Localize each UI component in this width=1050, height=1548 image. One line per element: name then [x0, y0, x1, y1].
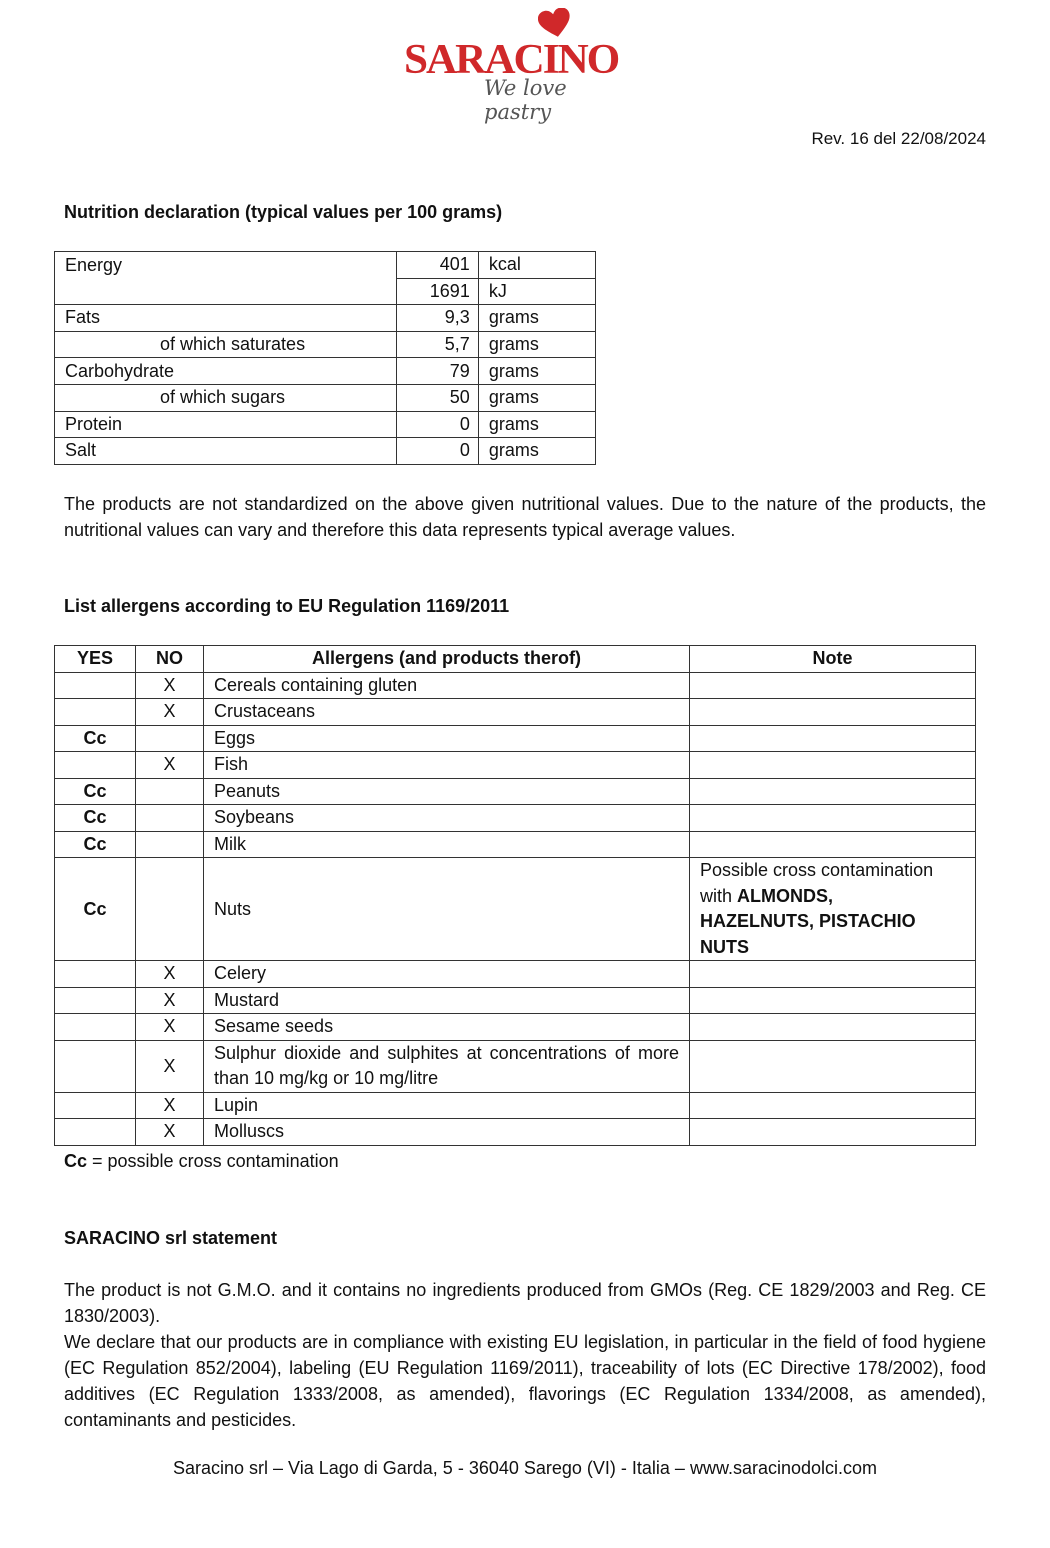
allergen-yes-cell [55, 699, 136, 726]
allergen-row [55, 725, 976, 752]
allergen-note [690, 752, 976, 779]
allergens-title-prefix: List allergens according to [64, 596, 299, 616]
note-text: Possible cross contamination with [700, 860, 934, 906]
allergen-yes-cell [55, 961, 136, 988]
saracino-logo [400, 6, 640, 124]
nutrition-row [55, 358, 596, 385]
logo-tagline: We love pastry [484, 76, 567, 124]
allergens-table [54, 645, 976, 1146]
allergen-no-cell [136, 725, 204, 752]
allergen-yes-cell: Cc [55, 725, 136, 752]
allergen-row [55, 805, 976, 832]
allergens-header-row [55, 646, 976, 673]
allergen-no-cell: X [136, 961, 204, 988]
nutrient-value: 0 [397, 411, 478, 438]
cc-legend [64, 1151, 339, 1172]
allergen-no-cell: X [136, 1014, 204, 1041]
cc-legend-abbr: Cc [64, 1151, 88, 1171]
allergen-name: Sesame seeds [204, 1014, 690, 1041]
allergen-note [690, 858, 976, 961]
allergen-no-cell: X [136, 1040, 204, 1092]
allergen-name: Nuts [204, 858, 690, 961]
nutrient-unit: grams [478, 384, 595, 411]
allergen-yes-cell [55, 1119, 136, 1146]
nutrition-row [55, 305, 596, 332]
allergen-name: Soybeans [204, 805, 690, 832]
allergen-no-cell: X [136, 987, 204, 1014]
note-nuts-list: ALMONDS, HAZELNUTS, PISTACHIO NUTS [700, 885, 916, 957]
allergen-name: Milk [204, 831, 690, 858]
allergen-name: Molluscs [204, 1119, 690, 1146]
allergen-no-cell: X [136, 752, 204, 779]
nutrient-label: Energy [55, 252, 397, 279]
allergen-name: Mustard [204, 987, 690, 1014]
allergen-name: Celery [204, 961, 690, 988]
allergens-title-regulation: EU Regulation 1169/2011 [298, 596, 510, 616]
allergen-note [690, 831, 976, 858]
nutrient-value: 1691 [397, 278, 478, 305]
revision-label: Rev. 16 del 22/08/2024 [811, 129, 986, 148]
allergen-yes-cell: Cc [55, 831, 136, 858]
allergen-note [690, 672, 976, 699]
allergen-row [55, 752, 976, 779]
allergen-yes-cell [55, 987, 136, 1014]
allergen-no-cell: X [136, 1092, 204, 1119]
allergen-note [690, 1014, 976, 1041]
allergen-no-cell [136, 778, 204, 805]
nutrition-row [55, 278, 596, 305]
allergens-title [64, 596, 509, 617]
nutrient-label: Fats [55, 305, 397, 332]
nutrient-label: of which saturates [55, 331, 397, 358]
allergen-note [690, 805, 976, 832]
allergen-note [690, 778, 976, 805]
nutrient-value: 5,7 [397, 331, 478, 358]
allergen-name: Peanuts [204, 778, 690, 805]
nutrition-disclaimer: The products are not standardized on the above given nutritional values. Due to the nature of the products, the nutritional values can vary and therefore this data represents typical average values. [64, 494, 986, 540]
allergen-yes-cell [55, 1014, 136, 1041]
allergen-yes-cell [55, 752, 136, 779]
allergen-note [690, 961, 976, 988]
nutrient-value: 79 [397, 358, 478, 385]
nutrition-row [55, 438, 596, 465]
allergen-row [55, 1040, 976, 1092]
nutrient-unit: kJ [478, 278, 595, 305]
nutrient-value: 50 [397, 384, 478, 411]
logo-wordmark: SARACINO [404, 37, 619, 83]
allergen-name: Eggs [204, 725, 690, 752]
allergen-yes-cell [55, 1040, 136, 1092]
allergen-yes-cell: Cc [55, 778, 136, 805]
header-allergen: Allergens (and products therof) [204, 646, 690, 673]
footer-address: Saracino srl – Via Lago di Garda, 5 - 36040 Sarego (VI) - Italia – www.saracinodolci.com [172, 1458, 878, 1478]
nutrient-label [55, 278, 397, 305]
allergen-row [55, 699, 976, 726]
nutrient-value: 0 [397, 438, 478, 465]
allergen-yes-cell [55, 1092, 136, 1119]
allergen-no-cell: X [136, 699, 204, 726]
allergen-no-cell [136, 831, 204, 858]
allergen-no-cell [136, 805, 204, 832]
nutrient-unit: grams [478, 411, 595, 438]
allergen-yes-cell [55, 672, 136, 699]
allergen-no-cell [136, 858, 204, 961]
header-note: Note [690, 646, 976, 673]
nutrient-label: Carbohydrate [55, 358, 397, 385]
allergen-row [55, 778, 976, 805]
allergen-name: Cereals containing gluten [204, 672, 690, 699]
nutrition-row [55, 252, 596, 279]
nutrition-table [54, 251, 596, 465]
nutrient-label: Salt [55, 438, 397, 465]
allergen-name: Fish [204, 752, 690, 779]
allergen-name: Crustaceans [204, 699, 690, 726]
nutrient-value: 9,3 [397, 305, 478, 332]
nutrient-unit: grams [478, 305, 595, 332]
header-no: NO [136, 646, 204, 673]
nutrient-unit: grams [478, 358, 595, 385]
nutrient-label: Protein [55, 411, 397, 438]
allergen-note [690, 725, 976, 752]
nutrient-unit: grams [478, 438, 595, 465]
statement-title: SARACINO srl statement [64, 1228, 278, 1248]
allergen-note [690, 699, 976, 726]
allergen-name: Sulphur dioxide and sulphites at concentrations of more than 10 mg/kg or 10 mg/litre [204, 1040, 690, 1092]
nutrient-value: 401 [397, 252, 478, 279]
header-yes: YES [55, 646, 136, 673]
cc-legend-text: = possible cross contamination [87, 1151, 339, 1171]
allergen-yes-cell: Cc [55, 805, 136, 832]
allergen-no-cell: X [136, 1119, 204, 1146]
statement-compliance: We declare that our products are in compliance with existing EU legislation, in particular in the field of food hygiene (EC Regulation 852/2004), labeling (EU Regulation 1169/2011), traceability of lots (EC Directive 178/2002), food additives (EC Regulation 1333/2008, as amended), flavorings (EC Regulation 1334/2008, as amended), contaminants and pesticides. [64, 1332, 986, 1430]
allergen-row [55, 831, 976, 858]
nutrition-row [55, 411, 596, 438]
heart-icon [538, 8, 572, 38]
nutrient-label: of which sugars [55, 384, 397, 411]
allergen-name: Lupin [204, 1092, 690, 1119]
allergen-yes-cell: Cc [55, 858, 136, 961]
statement-body [64, 1277, 986, 1433]
allergen-row [55, 1092, 976, 1119]
allergen-row [55, 961, 976, 988]
allergen-note [690, 1092, 976, 1119]
allergen-note [690, 1119, 976, 1146]
allergen-note [690, 1040, 976, 1092]
nutrition-row [55, 331, 596, 358]
allergen-no-cell: X [136, 672, 204, 699]
nutrient-unit: grams [478, 331, 595, 358]
allergen-row [55, 987, 976, 1014]
allergen-row [55, 858, 976, 961]
allergen-row [55, 672, 976, 699]
nutrition-title: Nutrition declaration (typical values per 100 grams) [64, 202, 503, 222]
nutrient-unit: kcal [478, 252, 595, 279]
allergen-row [55, 1014, 976, 1041]
allergen-note [690, 987, 976, 1014]
nutrition-row [55, 384, 596, 411]
allergen-row [55, 1119, 976, 1146]
statement-gmo: The product is not G.M.O. and it contains no ingredients produced from GMOs (Reg. CE 1829/2003 and Reg. CE 1830/2003). [64, 1280, 986, 1326]
